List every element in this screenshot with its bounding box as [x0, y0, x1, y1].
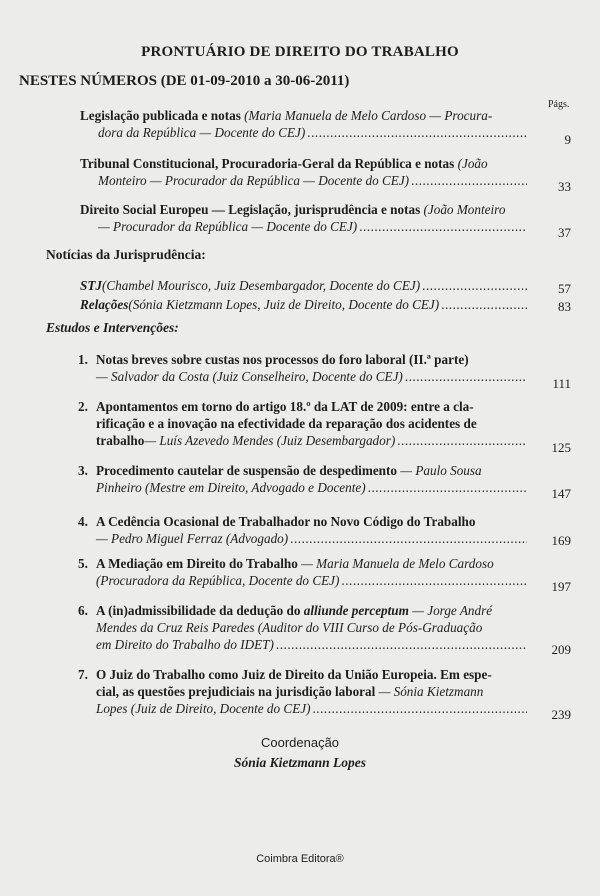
entry-title: Procedimento cautelar de suspensão de despedimento — [96, 463, 397, 478]
toc-entry-estudo-4 — [78, 513, 527, 547]
page-number: 57 — [558, 281, 571, 296]
toc-entry-estudo-2 — [78, 398, 527, 449]
page-number: 33 — [558, 179, 571, 194]
dot-leader — [290, 530, 527, 547]
entry-number: 1. — [78, 352, 88, 367]
entry-author: — Jorge André — [408, 603, 493, 618]
entry-title: STJ — [80, 278, 102, 293]
entry-author: (Sónia Kietzmann Lopes, Juiz de Direito, Docente do CEJ) — [128, 297, 440, 312]
entry-author: — Pedro Miguel Ferraz (Advogado) — [96, 531, 289, 546]
entry-title: Legislação publicada e notas — [80, 108, 241, 123]
coordinator-name: Sónia Kietzmann Lopes — [233, 755, 367, 770]
entry-title: Notas breves sobre custas nos processos do foro laboral (II.ª parte) — [96, 352, 469, 367]
entry-title: Relações — [80, 297, 129, 312]
entry-author: — Salvador da Costa (Juiz Conselheiro, Docente do CEJ) — [96, 369, 403, 384]
entry-title: A Cedência Ocasional de Trabalhador no Novo Código do Trabalho — [96, 514, 476, 529]
entry-title: Apontamentos em torno do artigo 18.º da LAT de 2009: entre a cla- — [96, 399, 474, 414]
entry-author-cont: dora da República — Docente do CEJ) — [98, 125, 306, 140]
publisher-imprint: Coimbra Editora® — [256, 853, 344, 865]
entry-number: 3. — [78, 463, 88, 478]
toc-entry-estudo-3 — [78, 462, 527, 496]
dot-leader — [307, 124, 527, 141]
entry-author-cont: Monteiro — Procurador da República — Docente do CEJ) — [98, 173, 410, 188]
entry-title-cont: cial, as questões prejudiciais na jurisdição laboral — [96, 684, 376, 699]
entry-title-cont: rificação e a inovação na efectividade da reparação dos acidentes de — [96, 416, 477, 431]
noticias-heading: Notícias da Jurisprudência: — [46, 247, 206, 262]
pages-column-label: Págs. — [548, 99, 570, 110]
entry-author: (Chambel Mourisco, Juiz Desembargador, Docente do CEJ) — [101, 278, 421, 293]
entry-number: 7. — [78, 667, 88, 682]
page-number: 111 — [552, 376, 571, 391]
dot-leader — [359, 218, 527, 235]
page-number: 147 — [551, 486, 571, 501]
entry-number: 2. — [78, 399, 88, 414]
entry-title-cont: trabalho — [96, 433, 145, 448]
dot-leader — [411, 172, 527, 189]
entry-author: — Sónia Kietzmann — [375, 684, 484, 699]
entry-author: — Paulo Sousa — [397, 463, 482, 478]
toc-entry-legislacao — [80, 107, 527, 141]
issue-range-heading: NESTES NÚMEROS (DE 01-09-2010 a 30-06-2011) — [19, 73, 350, 89]
coordination-label: Coordenação — [260, 735, 340, 750]
entry-author: (João — [454, 156, 488, 171]
entry-title: A (in)admissibilidade da dedução do — [96, 603, 304, 618]
toc-entry-direito-social — [80, 201, 527, 235]
page-number: 37 — [558, 225, 571, 240]
dot-leader — [422, 277, 527, 294]
entry-author-cont: Lopes (Juiz de Direito, Docente do CEJ) — [96, 701, 311, 716]
dot-leader — [368, 479, 527, 496]
page-title: PRONTUÁRIO DE DIREITO DO TRABALHO — [141, 44, 459, 60]
entry-author-cont: Mendes da Cruz Reis Paredes (Auditor do VIII Curso de Pós-Graduação — [96, 620, 483, 635]
dot-leader — [405, 368, 527, 385]
dot-leader — [276, 636, 527, 653]
toc-entry-estudo-6 — [78, 602, 527, 653]
entry-number: 4. — [78, 514, 88, 529]
entry-author: (Maria Manuela de Melo Cardoso — Procura- — [240, 108, 493, 123]
entry-title: Direito Social Europeu — Legislação, jurisprudência e notas — [80, 202, 421, 217]
entry-title-emphasis: alliunde perceptum — [303, 603, 409, 618]
page-number: 125 — [551, 440, 571, 455]
page-number: 169 — [551, 533, 571, 548]
toc-entry-stj — [80, 277, 527, 294]
entry-number: 6. — [78, 603, 88, 618]
dot-leader — [341, 572, 527, 589]
entry-author-cont: (Procuradora da República, Docente do CEJ) — [96, 573, 340, 588]
entry-author-cont: — Procurador da República — Docente do CEJ) — [98, 219, 358, 234]
entry-title: O Juiz do Trabalho como Juiz de Direito da União Europeia. Em espe- — [96, 667, 492, 682]
dot-leader — [441, 296, 527, 313]
entry-author: — Luís Azevedo Mendes (Juiz Desembargador) — [144, 433, 396, 448]
toc-entry-relacoes — [80, 296, 527, 313]
entry-author: — Maria Manuela de Melo Cardoso — [297, 556, 494, 571]
dot-leader — [397, 432, 527, 449]
entry-title: A Mediação em Direito do Trabalho — [96, 556, 298, 571]
page-number: 9 — [564, 132, 571, 147]
entry-author: (João Monteiro — [420, 202, 506, 217]
page-number: 83 — [558, 299, 571, 314]
page-number: 239 — [551, 707, 571, 722]
page-number: 209 — [551, 642, 571, 657]
toc-entry-estudo-1 — [78, 351, 527, 385]
dot-leader — [313, 700, 528, 717]
estudos-heading: Estudos e Intervenções: — [46, 320, 179, 335]
toc-entry-estudo-7 — [78, 666, 527, 717]
entry-author-cont: em Direito do Trabalho do IDET) — [96, 637, 274, 652]
toc-entry-estudo-5 — [78, 555, 527, 589]
entry-title: Tribunal Constitucional, Procuradoria-Geral da República e notas — [80, 156, 455, 171]
page-number: 197 — [551, 579, 571, 594]
toc-entry-tribunal — [80, 155, 527, 189]
entry-author-cont: Pinheiro (Mestre em Direito, Advogado e Docente) — [96, 480, 366, 495]
entry-number: 5. — [78, 556, 88, 571]
